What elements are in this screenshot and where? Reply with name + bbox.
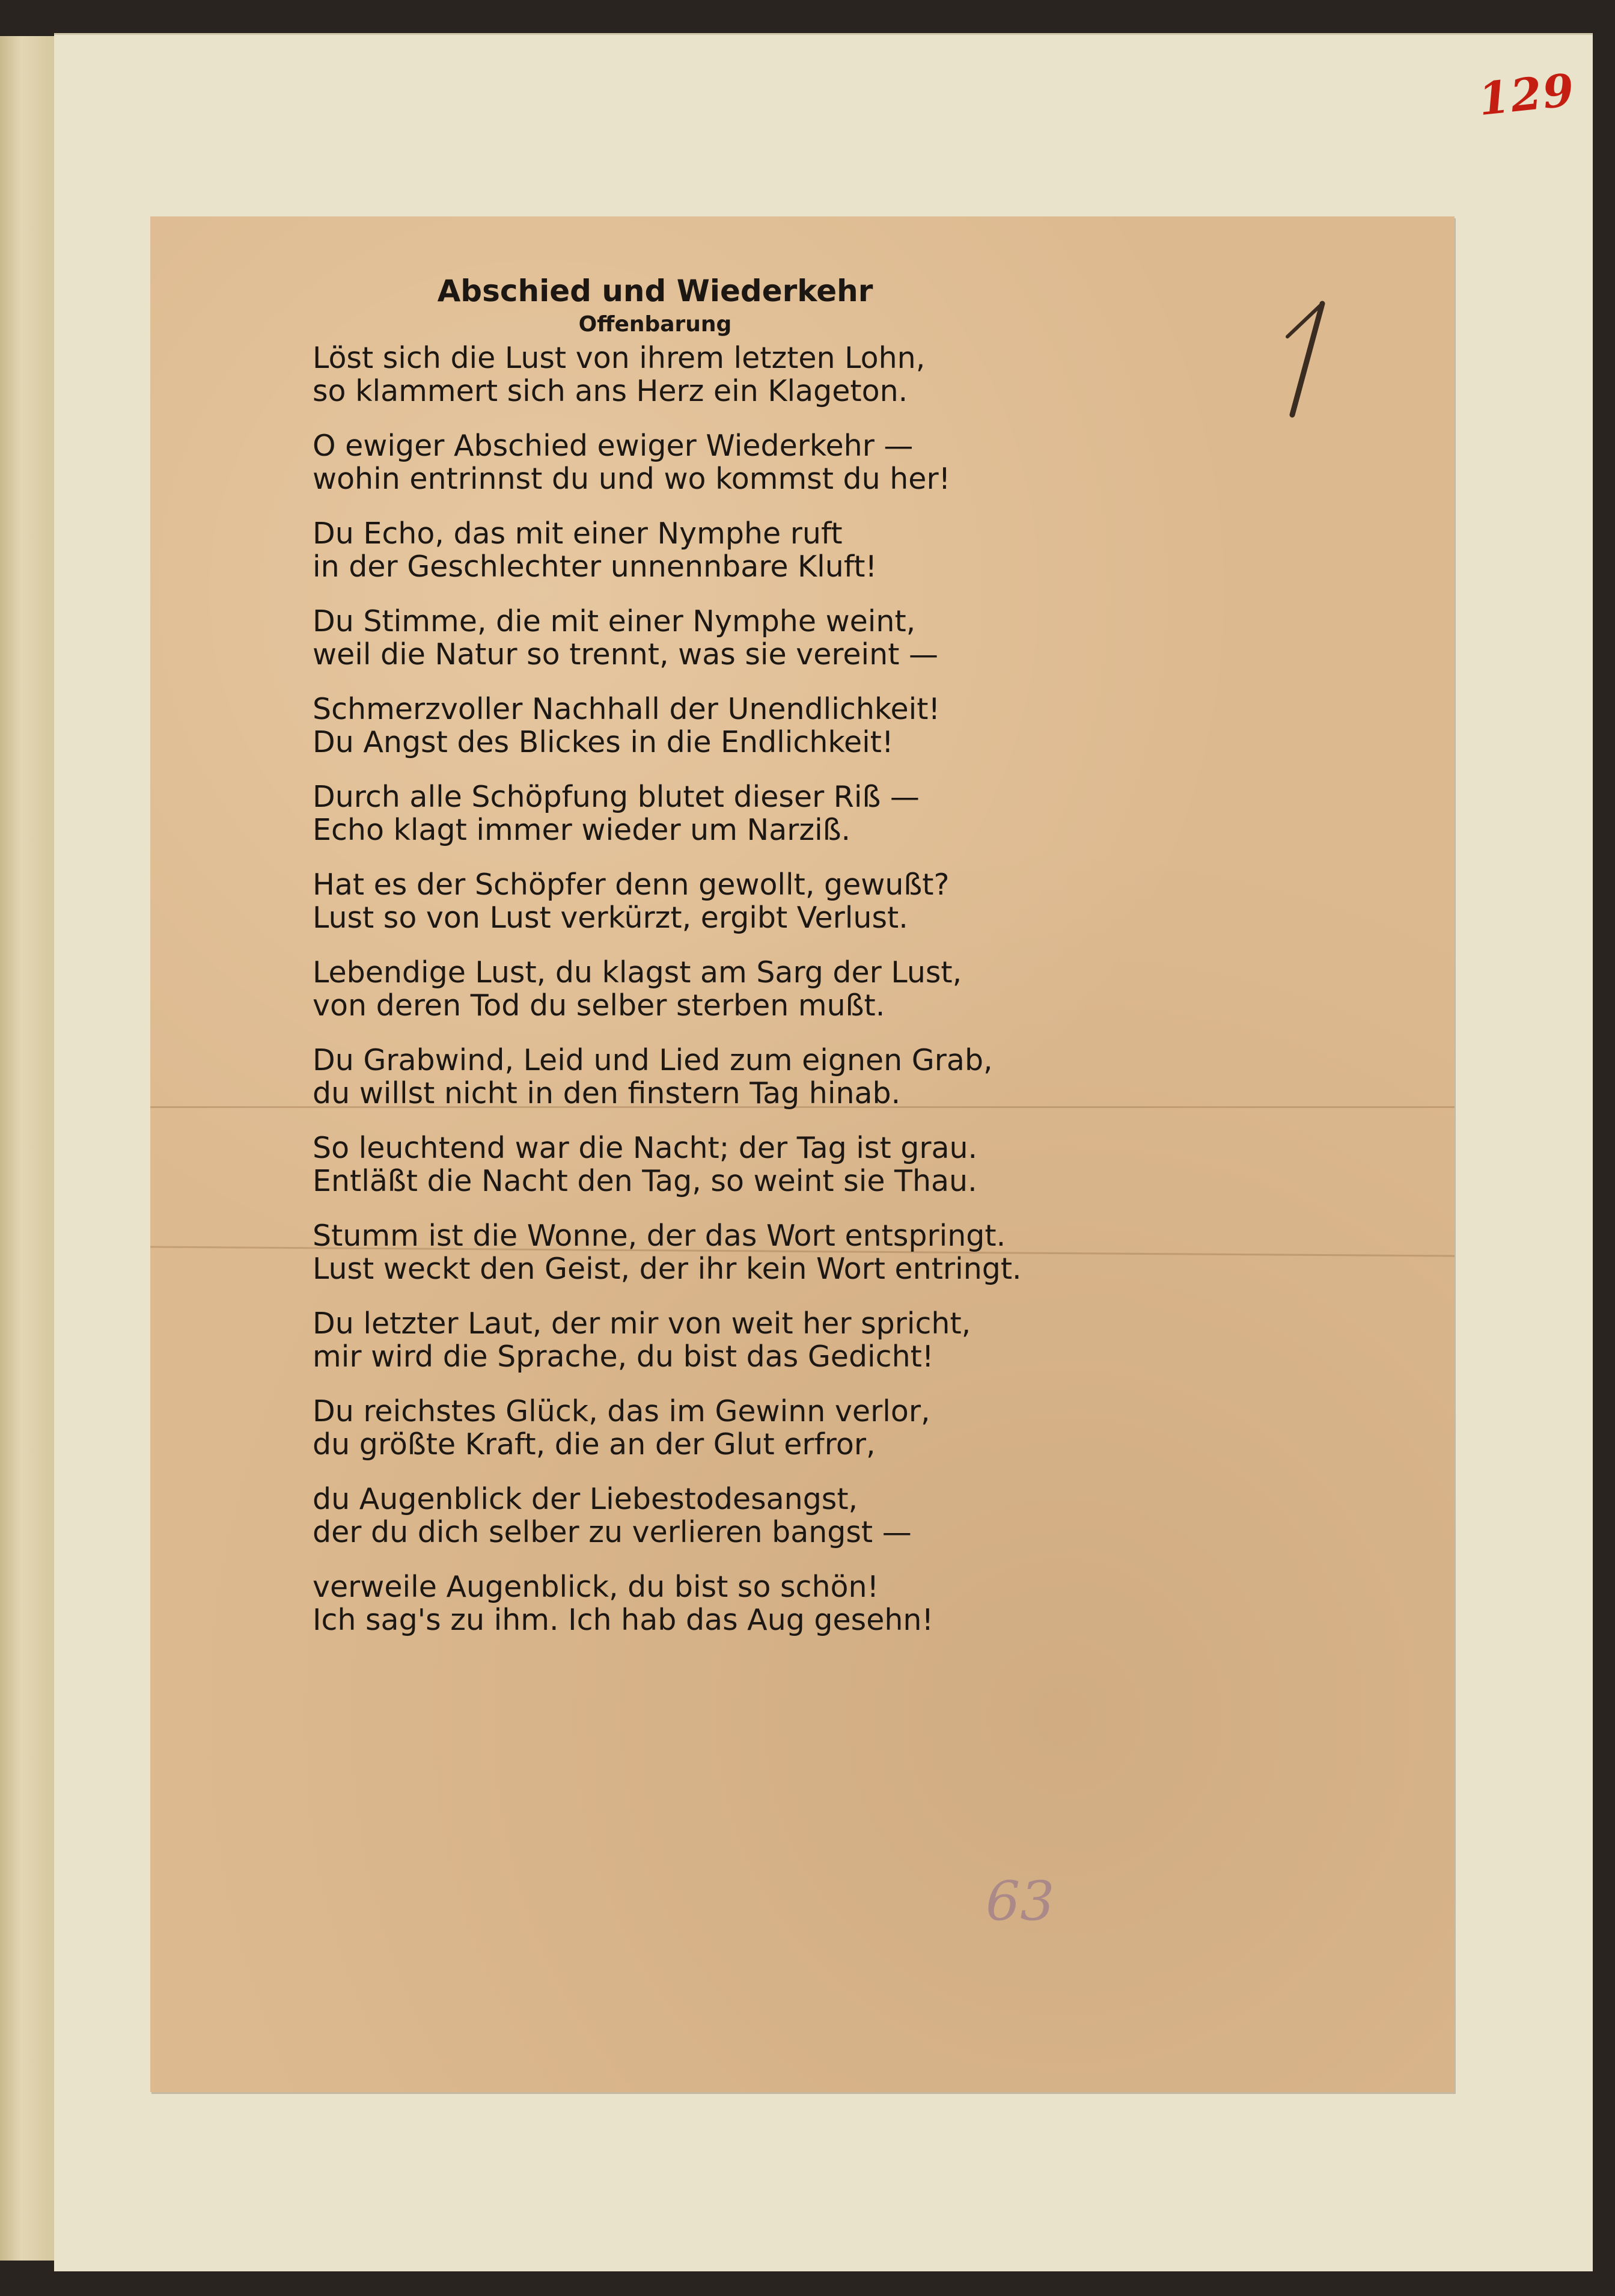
stanza [313,1395,1166,1461]
poem-line: Du letzter Laut, der mir von weit her spricht, [313,1306,971,1341]
poem-line: Ich sag's zu ihm. Ich hab das Aug gesehn! [313,1603,934,1637]
poem-line: Du Stimme, die mit einer Nymphe weint, [313,604,916,638]
poem-line: verweile Augenblick, du bist so schön! [313,1570,879,1604]
poem-line: weil die Natur so trennt, was sie vereint — [313,637,939,672]
poem-line: so klammert sich ans Herz ein Klageton. [313,374,908,408]
poem-line: du willst nicht in den finstern Tag hinab. [313,1076,901,1110]
stanza [313,341,1166,408]
poem-line: von deren Tod du selber sterben mußt. [313,988,885,1023]
stanza [313,1483,1166,1549]
stanza [313,517,1166,583]
poem-subtitle: Offenbarung [578,312,732,337]
poem-line: Löst sich die Lust von ihrem letzten Lohn, [313,341,926,375]
poem-line: So leuchtend war die Nacht; der Tag ist grau. [313,1131,978,1165]
poem-line: wohin entrinnst du und wo kommst du her! [313,462,951,496]
poem-line: Entläßt die Nacht den Tag, so weint sie Thau. [313,1164,977,1198]
poem-line: Du reichstes Glück, das im Gewinn verlor, [313,1394,930,1428]
stanza [313,1219,1166,1285]
poem-title: Abschied und Wiederkehr [437,274,873,308]
poem-line: der du dich selber zu verlieren bangst — [313,1515,912,1549]
poem-line: du größte Kraft, die an der Glut erfror, [313,1427,876,1462]
album-spine [0,36,56,2261]
poem-line: Stumm ist die Wonne, der das Wort entspringt. [313,1219,1006,1253]
corner-mark-1 [1280,301,1328,421]
stanza [313,605,1166,671]
poem-line: Schmerzvoller Nachhall der Unendlichkeit! [313,692,941,726]
stanza [313,693,1166,759]
poem-line: Du Angst des Blickes in die Endlichkeit! [313,725,894,759]
stanza [313,1570,1166,1636]
pencil-note: 63 [986,1870,1055,1933]
poem-line: du Augenblick der Liebestodesangst, [313,1482,858,1516]
stanza [313,429,1166,495]
poem-line: Du Echo, das mit einer Nymphe ruft [313,516,843,551]
poem-line: Hat es der Schöpfer denn gewollt, gewußt? [313,868,950,902]
stanza [313,1307,1166,1373]
stanza [313,780,1166,846]
poem [313,274,1166,1658]
stanza [313,1131,1166,1198]
poem-line: in der Geschlechter unnennbare Kluft! [313,550,878,584]
stanza [313,956,1166,1022]
poem-line: Lust weckt den Geist, der ihr kein Wort entringt. [313,1252,1022,1286]
poem-body [313,341,1166,1636]
poem-line: Lust so von Lust verkürzt, ergibt Verlust. [313,901,908,935]
folio-number: 129 [1476,64,1578,126]
poem-line: Lebendige Lust, du klagst am Sarg der Lust, [313,955,962,990]
poem-line: Durch alle Schöpfung blutet dieser Riß — [313,780,920,814]
poem-line: Du Grabwind, Leid und Lied zum eignen Grab, [313,1043,993,1077]
stanza [313,1044,1166,1110]
poem-line: Echo klagt immer wieder um Narziß. [313,813,851,847]
poem-line: O ewiger Abschied ewiger Wiederkehr — [313,429,914,463]
poem-line: mir wird die Sprache, du bist das Gedicht! [313,1339,934,1374]
stanza [313,868,1166,934]
